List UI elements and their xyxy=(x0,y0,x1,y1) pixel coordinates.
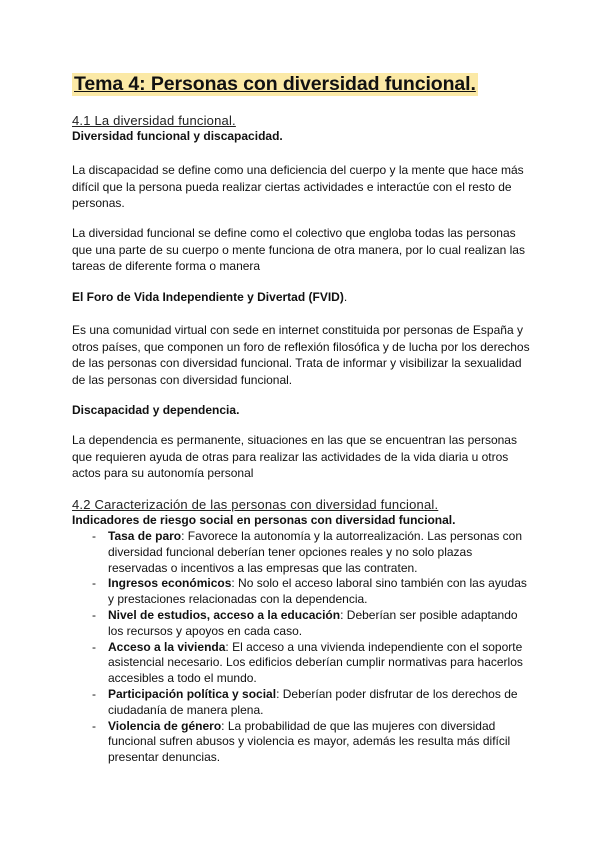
paragraph-discapacidad: La discapacidad se define como una deficiencia del cuerpo y la mente que hace más difícil que la persona pueda realizar ciertas actividades e interactúe con el resto de personas. xyxy=(72,163,524,210)
item-text: : El acceso a una vivienda independiente con el soporte asistencial necesario. Los edificios deberían cumplir normativas para hacerlos accesibles a todo el mundo. xyxy=(108,639,523,686)
list-item xyxy=(72,576,532,608)
list-item xyxy=(72,640,532,687)
list-item xyxy=(72,529,532,576)
subheading-fvid-period: . xyxy=(343,290,348,304)
indicators-list xyxy=(72,529,532,766)
item-text: : Deberían poder disfrutar de los derechos de ciudadanía de manera plena. xyxy=(108,686,518,717)
item-term: Participación política y social xyxy=(108,686,277,701)
list-item xyxy=(72,719,532,766)
item-term: Violencia de género xyxy=(108,718,222,733)
dash-bullet: - xyxy=(92,576,96,591)
subheading-diversidad-discapacidad: Diversidad funcional y discapacidad. xyxy=(72,129,283,143)
item-text: : Favorece la autonomía y la autorrealización. Las personas con diversidad funcional deberían tener opciones reales y no solo plazas reservadas o incentivos a las empresas que las contraten. xyxy=(108,529,522,575)
subheading-discapacidad-dependencia: Discapacidad y dependencia. xyxy=(72,403,240,417)
subheading-fvid-text: El Foro de Vida Independiente y Divertad (FVID) xyxy=(72,290,344,304)
dash-bullet: - xyxy=(92,718,96,733)
dash-bullet: - xyxy=(92,607,96,622)
list-item xyxy=(72,608,532,640)
subheading-indicadores: Indicadores de riesgo social en personas con diversidad funcional. xyxy=(72,513,456,527)
item-term: Ingresos económicos xyxy=(108,576,232,591)
paragraph-fvid: Es una comunidad virtual con sede en internet constituida por personas de España y otros países, que componen un foro de reflexión filosófica y de lucha por los derechos de las personas con diversidad funcional. Trata de informar y visibilizar la sexualidad de las personas con diversidad funcional. xyxy=(72,323,530,387)
paragraph-diversidad-funcional: La diversidad funcional se define como el colectivo que engloba todas las personas que una parte de su cuerpo o mente funciona de otra manera, por lo cual realizan las tareas de diferente forma o manera xyxy=(72,226,525,273)
item-term: Nivel de estudios, acceso a la educación xyxy=(108,607,341,622)
item-text: : No solo el acceso laboral sino también con las ayudas y prestaciones relacionadas con la dependencia. xyxy=(108,576,527,607)
page-title: Tema 4: Personas con diversidad funcional. xyxy=(74,73,476,95)
dash-bullet: - xyxy=(92,686,96,701)
dash-bullet: - xyxy=(92,639,96,654)
item-text: : Deberían ser posible adaptando los recursos y apoyos en cada caso. xyxy=(108,607,518,638)
section-heading-4-1: 4.1 La diversidad funcional. xyxy=(72,113,236,128)
section-heading-4-2: 4.2 Caracterización de las personas con diversidad funcional. xyxy=(72,497,439,512)
dash-bullet: - xyxy=(92,529,96,543)
paragraph-dependencia: La dependencia es permanente, situaciones en las que se encuentran las personas que requieren ayuda de otras para realizar las actividades de la vida diaria u otros actos para su autonomía personal xyxy=(72,433,517,480)
item-term: Tasa de paro xyxy=(108,529,182,543)
list-item xyxy=(72,687,532,719)
item-text: : La probabilidad de que las mujeres con diversidad funcional sufren abusos y violencia es mayor, además les resulta más difícil presentar denuncias. xyxy=(108,718,511,765)
subheading-fvid xyxy=(72,290,347,304)
item-term: Acceso a la vivienda xyxy=(108,639,226,654)
